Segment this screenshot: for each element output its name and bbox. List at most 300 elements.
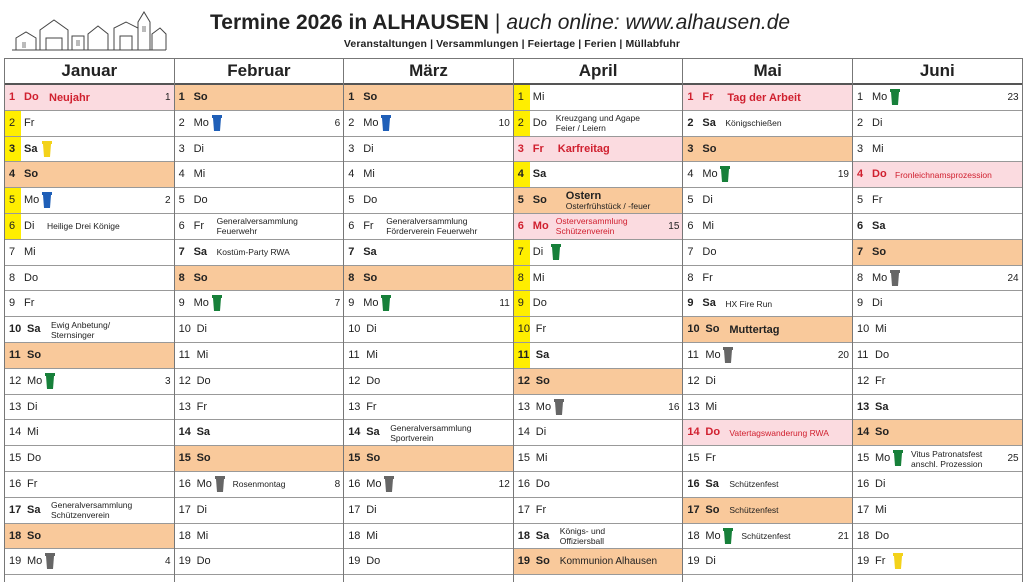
day-row[interactable]	[853, 420, 1022, 446]
day-number: 5	[857, 194, 864, 207]
day-number: 14	[178, 426, 191, 439]
weekday: Mi	[193, 168, 206, 181]
day-row[interactable]	[344, 472, 513, 498]
day-row[interactable]	[344, 420, 513, 446]
weekday: So	[705, 323, 720, 336]
day-row[interactable]	[514, 317, 683, 343]
day-row[interactable]	[514, 498, 683, 524]
calendar-week-number: 7	[334, 298, 341, 310]
day-row[interactable]	[5, 162, 174, 188]
day-number: 15	[517, 452, 531, 465]
weekday: Mo	[363, 116, 379, 129]
day-number: 12	[178, 374, 191, 387]
event-text	[556, 111, 667, 136]
day-row[interactable]	[514, 111, 683, 137]
weekday: Fr	[27, 477, 38, 490]
day-number: 12	[857, 374, 870, 387]
event-text	[729, 317, 836, 342]
day-number: 16	[9, 477, 22, 490]
day-row[interactable]	[5, 498, 174, 524]
event-label: Kreuzgang und Agape Feier / Leiern	[555, 113, 640, 134]
event-text	[725, 291, 836, 316]
day-number: 10	[517, 323, 531, 336]
month-column	[5, 59, 175, 582]
day-number: 9	[348, 297, 355, 310]
day-row[interactable]	[344, 395, 513, 421]
day-number: 2	[9, 116, 16, 129]
day-number: 16	[687, 477, 700, 490]
day-number: 8	[857, 271, 864, 284]
event-text	[51, 498, 158, 523]
day-row[interactable]	[853, 369, 1022, 395]
day-row[interactable]	[683, 369, 852, 395]
trash-bin-icon	[381, 295, 391, 311]
day-row[interactable]	[5, 524, 174, 550]
day-number: 17	[857, 503, 870, 516]
day-row[interactable]	[683, 240, 852, 266]
weekday: Sa	[366, 426, 380, 439]
day-row[interactable]	[344, 240, 513, 266]
weekday: Di	[872, 297, 883, 310]
day-row[interactable]	[683, 266, 852, 292]
day-number: 1	[178, 91, 185, 103]
day-number: 7	[178, 245, 185, 258]
weekday: Do	[702, 245, 717, 258]
weekday: Mo	[532, 219, 549, 232]
day-number: 9	[178, 297, 185, 310]
trash-bin-icon	[45, 373, 55, 389]
day-row[interactable]	[344, 446, 513, 472]
event-label: Neujahr	[49, 91, 90, 104]
day-row[interactable]	[853, 291, 1022, 317]
day-number: 9	[857, 297, 864, 310]
weekday: Di	[196, 323, 207, 336]
weekday: Di	[532, 245, 544, 258]
day-number: 9	[687, 297, 694, 310]
weekday: So	[532, 194, 547, 207]
day-row[interactable]	[683, 395, 852, 421]
day-row[interactable]	[683, 291, 852, 317]
event-label: Schützenfest	[729, 505, 779, 516]
page-subtitle: Veranstaltungen | Versammlungen | Feiertage | Ferien | Müllabfuhr	[343, 38, 681, 50]
month-column	[175, 59, 345, 582]
day-number: 2	[857, 116, 864, 129]
day-row[interactable]	[853, 472, 1022, 498]
day-row[interactable]	[344, 317, 513, 343]
calendar-week-number: 1	[165, 92, 171, 103]
weekday: Do	[27, 452, 42, 465]
day-number: 12	[9, 374, 22, 387]
day-row[interactable]	[5, 343, 174, 369]
day-row[interactable]	[175, 291, 344, 317]
day-number: 12	[517, 374, 531, 387]
weekday: Fr	[702, 271, 713, 284]
day-number: 19	[687, 555, 700, 568]
day-row[interactable]	[853, 188, 1022, 214]
day-row[interactable]	[683, 111, 852, 137]
day-number: 17	[9, 503, 22, 516]
event-title: Ostern	[565, 189, 602, 202]
day-row[interactable]	[175, 214, 344, 240]
event-label: Kostüm-Party RWA	[216, 247, 290, 258]
weekday: Mo	[27, 555, 43, 568]
month-column	[853, 59, 1023, 582]
day-row[interactable]	[344, 369, 513, 395]
event-text	[729, 472, 836, 497]
day-row[interactable]	[344, 291, 513, 317]
day-row[interactable]	[5, 549, 174, 575]
day-row[interactable]	[853, 85, 1022, 111]
day-row[interactable]	[344, 137, 513, 163]
day-number: 8	[178, 271, 185, 284]
day-row[interactable]	[5, 240, 174, 266]
day-number: 3	[687, 142, 694, 155]
day-row[interactable]	[5, 137, 174, 163]
weekday: Di	[366, 503, 377, 516]
day-number: 4	[178, 168, 185, 181]
day-number: 13	[517, 400, 531, 413]
weekday: Fr	[702, 91, 714, 103]
day-row[interactable]	[514, 343, 683, 369]
day-row[interactable]	[344, 188, 513, 214]
day-row[interactable]	[683, 214, 852, 240]
event-text	[217, 214, 328, 239]
day-row[interactable]	[175, 188, 344, 214]
day-number: 7	[9, 245, 16, 258]
calendar-week-number: 11	[499, 298, 510, 310]
day-number: 14	[348, 426, 361, 439]
day-row[interactable]	[344, 85, 513, 111]
day-row[interactable]	[175, 524, 344, 550]
weekday: Fr	[196, 400, 207, 413]
day-row[interactable]	[5, 111, 174, 137]
day-row[interactable]	[853, 111, 1022, 137]
event-label: Generalversammlung Sportverein	[390, 422, 472, 443]
event-label: Generalversammlung Feuerwehr	[216, 216, 298, 237]
event-text	[49, 85, 158, 110]
title-main: Termine 2026 in ALHAUSEN	[210, 11, 489, 34]
day-row[interactable]	[344, 343, 513, 369]
day-number: 11	[9, 348, 21, 361]
weekday: Di	[363, 142, 374, 155]
event-label: Königschießen	[725, 118, 782, 129]
day-number: 6	[857, 219, 864, 232]
day-row[interactable]	[5, 446, 174, 472]
day-number: 15	[9, 452, 22, 465]
day-number: 1	[348, 91, 355, 103]
calendar-week-number: 23	[1007, 92, 1019, 103]
day-row[interactable]	[175, 266, 344, 292]
day-number: 11	[857, 348, 869, 361]
event-text	[895, 162, 1006, 187]
day-row[interactable]	[175, 343, 344, 369]
event-text	[560, 549, 667, 574]
day-number: 4	[517, 168, 524, 181]
day-number: 2	[687, 116, 694, 129]
day-number: 13	[178, 400, 191, 413]
weekday: Mo	[366, 477, 382, 490]
day-row[interactable]	[514, 549, 683, 575]
day-number: 15	[857, 452, 870, 465]
day-number: 7	[857, 245, 864, 258]
weekday: Sa	[532, 168, 547, 181]
weekday: Di	[705, 374, 716, 387]
trash-bin-icon	[893, 553, 903, 569]
day-row[interactable]	[853, 266, 1022, 292]
day-row[interactable]	[175, 420, 344, 446]
weekday: Sa	[27, 323, 41, 336]
day-number: 2	[517, 116, 524, 129]
day-row[interactable]	[514, 85, 683, 111]
weekday: Mo	[705, 348, 721, 361]
day-row[interactable]	[344, 162, 513, 188]
day-number: 3	[9, 142, 16, 155]
weekday: So	[363, 91, 378, 103]
weekday: Sa	[872, 219, 886, 232]
weekday: Do	[24, 91, 39, 103]
day-number: 11	[517, 348, 530, 361]
day-row[interactable]	[514, 214, 683, 240]
weekday: Mi	[27, 426, 39, 439]
weekday: Fr	[872, 194, 883, 207]
day-number: 1	[9, 91, 16, 103]
day-row[interactable]	[5, 472, 174, 498]
day-row[interactable]	[5, 266, 174, 292]
day-row[interactable]	[175, 85, 344, 111]
day-row[interactable]	[175, 240, 344, 266]
trash-bin-icon	[212, 115, 222, 131]
event-text	[556, 214, 667, 239]
day-row[interactable]	[175, 137, 344, 163]
day-row[interactable]	[683, 524, 852, 550]
day-row[interactable]	[853, 524, 1022, 550]
weekday: So	[875, 426, 890, 439]
day-row[interactable]	[683, 162, 852, 188]
day-row[interactable]	[514, 188, 683, 214]
day-row[interactable]	[344, 498, 513, 524]
day-row[interactable]	[514, 266, 683, 292]
day-row[interactable]	[175, 395, 344, 421]
day-row[interactable]	[853, 240, 1022, 266]
day-row[interactable]	[5, 85, 174, 111]
day-row[interactable]	[5, 395, 174, 421]
calendar-grid	[4, 58, 1023, 582]
calendar-week-number: 8	[334, 478, 341, 490]
day-row[interactable]	[175, 446, 344, 472]
day-row[interactable]	[175, 162, 344, 188]
day-row[interactable]	[175, 111, 344, 137]
day-row[interactable]	[514, 162, 683, 188]
calendar-week-number: 21	[837, 530, 849, 542]
day-row[interactable]	[514, 472, 683, 498]
day-row[interactable]	[5, 291, 174, 317]
day-number: 6	[687, 219, 694, 232]
day-row[interactable]	[514, 395, 683, 421]
trash-bin-icon	[212, 295, 222, 311]
day-number: 4	[857, 168, 864, 181]
day-number: 10	[348, 323, 361, 336]
day-row[interactable]	[683, 446, 852, 472]
day-row[interactable]	[344, 549, 513, 575]
weekday: Do	[532, 297, 547, 310]
day-number: 7	[517, 245, 524, 258]
calendar-week-number: 3	[165, 375, 171, 387]
weekday: Mi	[366, 529, 378, 542]
day-row[interactable]	[514, 446, 683, 472]
weekday: Do	[535, 477, 550, 490]
weekday: Di	[705, 555, 716, 568]
weekday: So	[872, 245, 887, 258]
day-row[interactable]	[514, 420, 683, 446]
day-row[interactable]	[514, 524, 683, 550]
event-text	[566, 188, 667, 213]
day-number: 17	[517, 503, 531, 516]
event-text	[725, 111, 836, 136]
day-number: 4	[9, 168, 16, 181]
day-number: 1	[857, 91, 864, 103]
day-row[interactable]	[683, 343, 852, 369]
day-row[interactable]	[344, 214, 513, 240]
day-row[interactable]	[683, 188, 852, 214]
weekday: Fr	[363, 219, 374, 232]
event-text	[390, 420, 497, 445]
day-row[interactable]	[853, 549, 1022, 575]
trash-bin-icon	[723, 528, 733, 544]
day-number: 11	[687, 348, 699, 361]
weekday: Mo	[193, 297, 209, 310]
day-number: 3	[348, 142, 355, 155]
day-number: 1	[517, 91, 524, 103]
day-row[interactable]	[853, 395, 1022, 421]
day-row[interactable]	[175, 498, 344, 524]
weekday: Mi	[366, 348, 378, 361]
day-number: 7	[687, 245, 694, 258]
day-number: 11	[348, 348, 360, 361]
day-number: 13	[348, 400, 361, 413]
day-row[interactable]	[683, 472, 852, 498]
month-header: April	[514, 59, 683, 85]
day-row[interactable]	[175, 472, 344, 498]
day-row[interactable]	[683, 498, 852, 524]
calendar-week-number: 12	[498, 478, 510, 490]
day-row[interactable]	[5, 317, 174, 343]
weekday: Sa	[363, 245, 377, 258]
weekday: Do	[532, 116, 547, 129]
weekday: Mi	[363, 168, 375, 181]
day-number: 18	[178, 529, 191, 542]
day-row[interactable]	[514, 291, 683, 317]
weekday: Do	[363, 194, 378, 207]
day-row[interactable]	[175, 369, 344, 395]
day-row[interactable]	[344, 111, 513, 137]
day-number: 17	[178, 503, 191, 516]
day-number: 16	[857, 477, 870, 490]
calendar-week-number: 2	[165, 195, 171, 207]
weekday: So	[366, 452, 381, 465]
calendar-week-number: 4	[165, 556, 171, 568]
weekday: Mo	[702, 168, 718, 181]
day-number: 19	[857, 555, 870, 568]
day-row[interactable]	[683, 420, 852, 446]
weekday: So	[535, 374, 550, 387]
day-number: 8	[9, 271, 16, 284]
event-label: Kommunion Alhausen	[559, 555, 658, 567]
day-row[interactable]	[683, 549, 852, 575]
day-row[interactable]	[344, 524, 513, 550]
weekday: Di	[193, 142, 204, 155]
day-row[interactable]	[853, 162, 1022, 188]
day-row[interactable]	[5, 369, 174, 395]
weekday: So	[193, 271, 208, 284]
day-number: 10	[178, 323, 191, 336]
event-text	[727, 85, 836, 110]
event-label: Schützenfest	[729, 479, 779, 490]
calendar-week-number: 24	[1007, 272, 1019, 284]
day-number: 18	[857, 529, 870, 542]
weekday: Di	[702, 194, 713, 207]
day-number: 1	[687, 91, 694, 103]
day-row[interactable]	[853, 214, 1022, 240]
day-number: 14	[9, 426, 22, 439]
trash-bin-icon	[890, 89, 900, 105]
day-row[interactable]	[853, 498, 1022, 524]
day-number: 15	[348, 452, 361, 465]
day-row[interactable]	[683, 85, 852, 111]
event-text	[741, 524, 836, 549]
trash-bin-icon	[554, 399, 564, 415]
weekday: Fr	[875, 374, 886, 387]
weekday: Do	[196, 555, 211, 568]
day-row[interactable]	[683, 317, 852, 343]
day-number: 14	[687, 426, 700, 439]
day-row[interactable]	[853, 446, 1022, 472]
day-row[interactable]	[175, 317, 344, 343]
day-row[interactable]	[853, 137, 1022, 163]
weekday: Fr	[705, 452, 716, 465]
weekday: Sa	[535, 529, 550, 542]
day-number: 16	[517, 477, 531, 490]
day-number: 19	[348, 555, 361, 568]
weekday: Mo	[705, 529, 721, 542]
day-row[interactable]	[175, 549, 344, 575]
calendar-week-number: 16	[668, 401, 680, 413]
weekday: So	[27, 348, 42, 361]
event-text	[386, 214, 497, 239]
event-label: Ewig Anbetung/ Sternsinger	[51, 319, 111, 340]
day-row[interactable]	[5, 188, 174, 214]
event-label: Karfreitag	[557, 143, 610, 156]
calendar-week-number: 6	[334, 117, 341, 129]
day-row[interactable]	[683, 137, 852, 163]
weekday: Sa	[196, 426, 211, 439]
weekday: Mi	[702, 219, 714, 232]
weekday: Fr	[535, 323, 547, 336]
day-row[interactable]	[5, 214, 174, 240]
day-row[interactable]	[5, 420, 174, 446]
trash-bin-icon	[45, 553, 55, 569]
day-row[interactable]	[514, 240, 683, 266]
day-row[interactable]	[514, 137, 683, 163]
weekday: Sa	[27, 503, 41, 516]
weekday: Sa	[193, 245, 208, 258]
event-text	[233, 472, 328, 497]
day-row[interactable]	[514, 369, 683, 395]
day-row[interactable]	[853, 317, 1022, 343]
weekday: Do	[193, 194, 208, 207]
weekday: Do	[705, 426, 721, 439]
day-row[interactable]	[853, 343, 1022, 369]
day-row[interactable]	[344, 266, 513, 292]
